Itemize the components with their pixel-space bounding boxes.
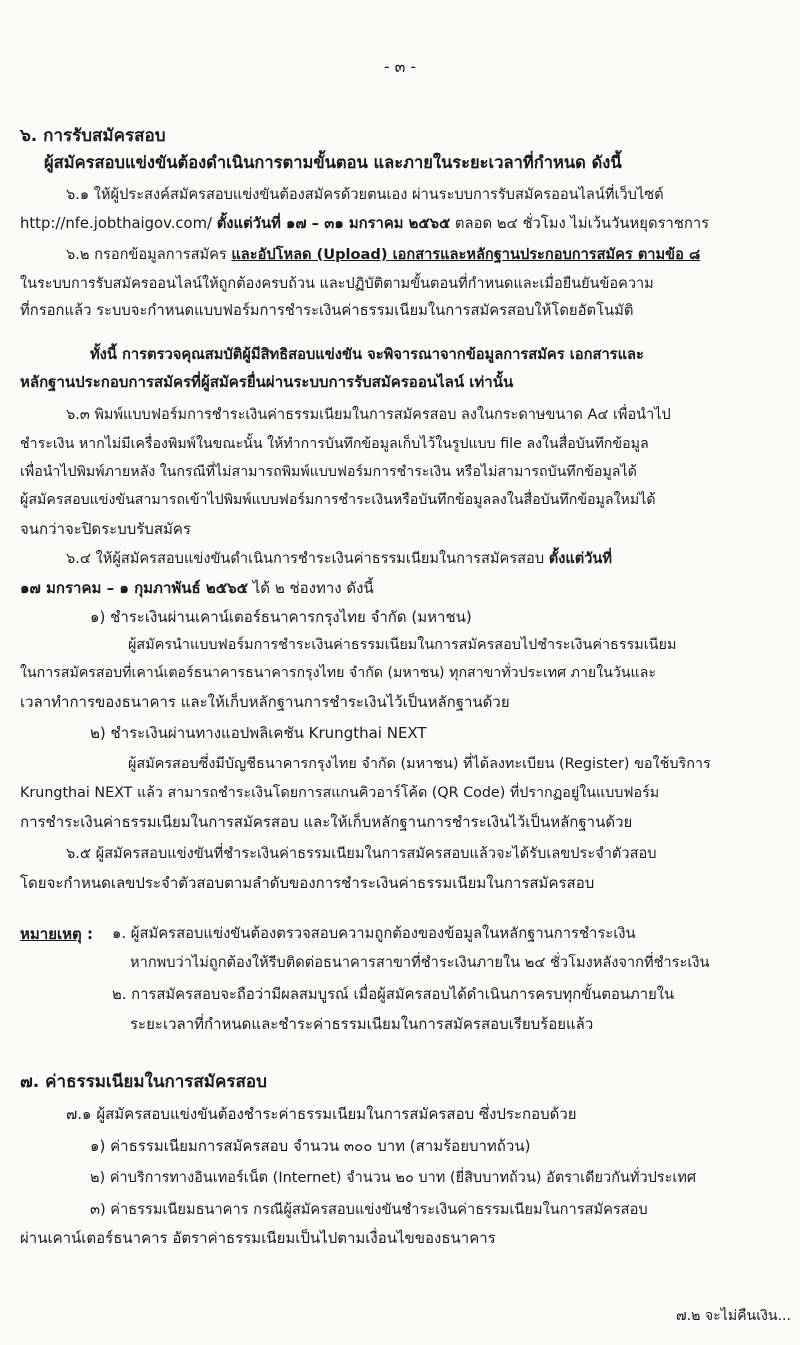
para-6-5-line-2: โดยจะกำหนดเลขประจำตัวสอบตามลำดับของการชำระเงินค่าธรรมเนียมในการสมัครสอบ <box>20 874 595 892</box>
fee-item-3-line-2: ผ่านเคาน์เตอร์ธนาคาร อัตราค่าธรรมเนียมเป็นไปตามเงื่อนไขของธนาคาร <box>20 1229 496 1247</box>
para-6-4-prefix: ๖.๔ ให้ผู้สมัครสอบแข่งขันดำเนินการชำระเงินค่าธรรมเนียมในการสมัครสอบ <box>66 550 549 567</box>
section-6-heading: ๖. การรับสมัครสอบ <box>20 126 166 146</box>
para-6-2-prefix: ๖.๒ กรอกข้อมูลการสมัคร <box>66 246 232 263</box>
channel-1-title: ๑) ชำระเงินผ่านเคาน์เตอร์ธนาคารกรุงไทย จำกัด (มหาชน) <box>90 608 472 626</box>
channel-1-line-2: ในการสมัครสอบที่เคาน์เตอร์ธนาคารธนาคารกรุงไทย จำกัด (มหาชน) ทุกสาขาทั่วประเทศ ภายในวันและ <box>20 665 656 681</box>
para-6-3-line-2: ชำระเงิน หากไม่มีเครื่องพิมพ์ในขณะนั้น ให้ทำการบันทึกข้อมูลเก็บไว้ในรูปแบบ file ลงในสื่อบันทึกข้อมูล <box>20 436 649 452</box>
remark-1-line-1: ๑. ผู้สมัครสอบแข่งขันต้องตรวจสอบความถูกต้องของข้อมูลในหลักฐานการชำระเงิน <box>112 925 636 942</box>
remark-colon: : <box>81 925 93 943</box>
para-6-4-line-1 <box>66 546 612 572</box>
upload-documents-note: และอัปโหลด (Upload) เอกสารและหลักฐานประกอบการสมัคร ตามข้อ ๘ <box>231 246 701 263</box>
channel-2-line-1: ผู้สมัครสอบซึ่งมีบัญชีธนาคารกรุงไทย จำกัด (มหาชน) ที่ได้ลงทะเบียน (Register) ขอใช้บริการ <box>128 756 711 772</box>
remark-2-line-2: ระยะเวลาที่กำหนดและชำระค่าธรรมเนียมในการสมัครสอบเรียบร้อยแล้ว <box>130 1015 594 1033</box>
remark-1-line-2: หากพบว่าไม่ถูกต้องให้รีบติดต่อธนาคารสาขาที่ชำระเงินภายใน ๒๔ ชั่วโมงหลังจากที่ชำระเงิน <box>130 954 710 971</box>
para-6-5-line-1: ๖.๕ ผู้สมัครสอบแข่งขันที่ชำระเงินค่าธรรมเนียมในการสมัครสอบแล้วจะได้รับเลขประจำตัวสอบ <box>66 845 657 862</box>
para-6-3-line-3: เพื่อนำไปพิมพ์ภายหลัง ในกรณีที่ไม่สามารถพิมพ์แบบฟอร์มการชำระเงิน หรือไม่สามารถบันทึกข้อมูลได้ <box>20 464 637 480</box>
remark-label-line <box>20 921 93 947</box>
continuation-note: ๗.๒ จะไม่คืนเงิน... <box>676 1308 792 1324</box>
payment-period: ๑๗ มกราคม – ๑ กุมภาพันธ์ ๒๕๖๕ <box>20 579 248 597</box>
fee-item-1: ๑) ค่าธรรมเนียมการสมัครสอบ จำนวน ๓๐๐ บาท (สามร้อยบาทถ้วน) <box>90 1137 531 1155</box>
channel-1-line-1: ผู้สมัครนำแบบฟอร์มการชำระเงินค่าธรรมเนียมในการสมัครสอบไปชำระเงินค่าธรรมเนียม <box>128 637 677 653</box>
para-7-1: ๗.๑ ผู้สมัครสอบแข่งขันต้องชำระค่าธรรมเนียมในการสมัครสอบ ซึ่งประกอบด้วย <box>66 1105 577 1123</box>
remark-2-line-1: ๒. การสมัครสอบจะถือว่ามีผลสมบูรณ์ เมื่อผู้สมัครสอบได้ดำเนินการครบทุกขั้นตอนภายใน <box>112 986 675 1003</box>
section-7-heading: ๗. ค่าธรรมเนียมในการสมัครสอบ <box>20 1072 267 1092</box>
payment-period-start: ตั้งแต่วันที่ <box>548 550 613 567</box>
fee-item-3-line-1: ๓) ค่าธรรมเนียมธนาคาร กรณีผู้สมัครสอบแข่งขันชำระเงินค่าธรรมเนียมในการสมัครสอบ <box>90 1201 648 1218</box>
para-6-2-line-3: ที่กรอกแล้ว ระบบจะกำหนดแบบฟอร์มการชำระเงินค่าธรรมเนียมในการสมัครสอบให้โดยอัตโนมัติ <box>20 302 634 319</box>
qualification-note-line-1: ทั้งนี้ การตรวจคุณสมบัติผู้มีสิทธิสอบแข่งขัน จะพิจารณาจากข้อมูลการสมัคร เอกสารและ <box>90 346 644 363</box>
page-number: - ๓ - <box>384 57 416 76</box>
registration-url[interactable]: http://nfe.jobthaigov.com/ <box>20 215 212 232</box>
registration-hours: ตลอด ๒๔ ชั่วโมง ไม่เว้นวันหยุดราชการ <box>450 215 710 232</box>
channel-2-line-3: การชำระเงินค่าธรรมเนียมในการสมัครสอบ และให้เก็บหลักฐานการชำระเงินไว้เป็นหลักฐานด้วย <box>20 813 633 831</box>
para-6-3-line-1: ๖.๓ พิมพ์แบบฟอร์มการชำระเงินค่าธรรมเนียมในการสมัครสอบ ลงในกระดาษขนาด A๔ เพื่อนำไป <box>66 407 671 423</box>
para-6-1-line-2 <box>20 211 709 237</box>
para-6-1-line-1: ๖.๑ ให้ผู้ประสงค์สมัครสอบแข่งขันต้องสมัครด้วยตนเอง ผ่านระบบการรับสมัครออนไลน์ที่เว็บไซต์ <box>66 186 664 203</box>
channel-2-title: ๒) ชำระเงินผ่านทางแอปพลิเคชัน Krungthai NEXT <box>90 724 427 742</box>
fee-item-2: ๒) ค่าบริการทางอินเทอร์เน็ต (Internet) จำนวน ๒๐ บาท (ยี่สิบบาทถ้วน) อัตราเดียวกันทั่วประเทศ <box>90 1170 697 1186</box>
section-6-intro: ผู้สมัครสอบแข่งขันต้องดำเนินการตามขั้นตอน และภายในระยะเวลาที่กำหนด ดังนี้ <box>44 153 622 172</box>
para-6-3-line-5: จนกว่าจะปิดระบบรับสมัคร <box>20 520 191 538</box>
channel-2-line-2: Krungthai NEXT แล้ว สามารถชำระเงินโดยการสแกนคิวอาร์โค้ด (QR Code) ที่ปรากฏอยู่ในแบบฟอร์ม <box>20 785 660 801</box>
payment-channels-count: ได้ ๒ ช่องทาง ดังนี้ <box>248 579 374 597</box>
para-6-3-line-4: ผู้สมัครสอบแข่งขันสามารถเข้าไปพิมพ์แบบฟอร์มการชำระเงินหรือบันทึกข้อมูลลงในสื่อบันทึกข้อมูลใหม่ได้ <box>20 492 656 508</box>
para-6-4-line-2 <box>20 575 374 601</box>
para-6-2-line-2: ในระบบการรับสมัครออนไลน์ให้ถูกต้องครบถ้วน และปฏิบัติตามขั้นตอนที่กำหนดและเมื่อยืนยันข้อความ <box>20 276 654 292</box>
para-6-2-line-1 <box>66 242 700 268</box>
remark-label: หมายเหตุ <box>20 925 82 943</box>
registration-period: ตั้งแต่วันที่ ๑๗ – ๓๑ มกราคม ๒๕๖๕ <box>216 215 451 232</box>
channel-1-line-3: เวลาทำการของธนาคาร และให้เก็บหลักฐานการชำระเงินไว้เป็นหลักฐานด้วย <box>20 693 510 711</box>
qualification-note-line-2: หลักฐานประกอบการสมัครที่ผู้สมัครยื่นผ่านระบบการรับสมัครออนไลน์ เท่านั้น <box>20 373 514 391</box>
